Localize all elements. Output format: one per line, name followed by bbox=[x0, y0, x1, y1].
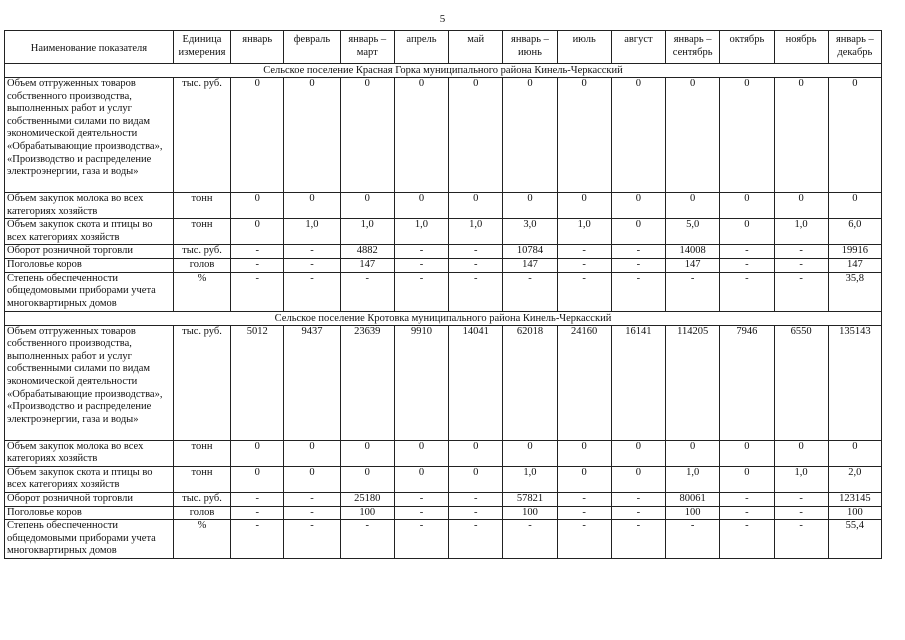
value-cell: - bbox=[666, 520, 720, 559]
header-period: январь – декабрь bbox=[828, 31, 881, 64]
value-cell: 0 bbox=[720, 193, 774, 219]
value-cell: - bbox=[557, 258, 611, 272]
value-cell: 23639 bbox=[340, 325, 394, 440]
table-row bbox=[5, 492, 882, 506]
value-cell: 0 bbox=[449, 440, 503, 466]
table-row bbox=[5, 466, 882, 492]
unit-cell: тыс. руб. bbox=[173, 245, 230, 259]
table-row bbox=[5, 520, 882, 559]
value-cell: 0 bbox=[284, 78, 340, 193]
value-cell: - bbox=[557, 245, 611, 259]
table-row bbox=[5, 272, 882, 311]
value-cell: - bbox=[231, 520, 284, 559]
indicator-name: Поголовье коров bbox=[5, 258, 174, 272]
value-cell: - bbox=[231, 245, 284, 259]
value-cell: 0 bbox=[231, 440, 284, 466]
section-row bbox=[5, 311, 882, 325]
value-cell: 0 bbox=[340, 78, 394, 193]
value-cell: 0 bbox=[611, 219, 665, 245]
value-cell: - bbox=[611, 258, 665, 272]
value-cell: 0 bbox=[503, 440, 557, 466]
value-cell: 1,0 bbox=[503, 466, 557, 492]
value-cell: 7946 bbox=[720, 325, 774, 440]
value-cell: 5012 bbox=[231, 325, 284, 440]
value-cell: 0 bbox=[828, 78, 881, 193]
unit-cell: тонн bbox=[173, 466, 230, 492]
value-cell: 9437 bbox=[284, 325, 340, 440]
value-cell: - bbox=[394, 272, 448, 311]
indicator-name: Оборот розничной торговли bbox=[5, 245, 174, 259]
value-cell: 62018 bbox=[503, 325, 557, 440]
page-number: 5 bbox=[439, 13, 446, 25]
value-cell: 0 bbox=[503, 193, 557, 219]
value-cell: 0 bbox=[828, 440, 881, 466]
value-cell: 1,0 bbox=[774, 466, 828, 492]
section-row bbox=[5, 64, 882, 78]
value-cell: - bbox=[666, 272, 720, 311]
value-cell: 0 bbox=[720, 466, 774, 492]
indicator-name: Объем отгруженных товаров собственного производства, выполненных работ и услуг собственными силами по видам экономической деятельности «Обрабатывающие производства», «Производство и распределение электроэнергии, газа и воды» bbox=[5, 325, 174, 440]
value-cell: 147 bbox=[340, 258, 394, 272]
value-cell: - bbox=[611, 492, 665, 506]
value-cell: - bbox=[557, 272, 611, 311]
value-cell: 147 bbox=[828, 258, 881, 272]
value-cell: 135143 bbox=[828, 325, 881, 440]
value-cell: 0 bbox=[340, 466, 394, 492]
value-cell: 25180 bbox=[340, 492, 394, 506]
value-cell: 0 bbox=[394, 193, 448, 219]
indicator-name: Поголовье коров bbox=[5, 506, 174, 520]
report-table bbox=[4, 30, 882, 559]
value-cell: 0 bbox=[503, 78, 557, 193]
value-cell: 0 bbox=[666, 440, 720, 466]
value-cell: 147 bbox=[503, 258, 557, 272]
value-cell: 0 bbox=[231, 78, 284, 193]
value-cell: 0 bbox=[284, 193, 340, 219]
value-cell: - bbox=[394, 520, 448, 559]
value-cell: - bbox=[449, 245, 503, 259]
section-title: Сельское поселение Кротовка муниципального района Кинель-Черкасский bbox=[5, 311, 882, 325]
value-cell: - bbox=[394, 245, 448, 259]
value-cell: 57821 bbox=[503, 492, 557, 506]
value-cell: 0 bbox=[774, 78, 828, 193]
value-cell: 80061 bbox=[666, 492, 720, 506]
indicator-name: Объем закупок скота и птицы во всех категориях хозяйств bbox=[5, 466, 174, 492]
value-cell: 0 bbox=[666, 78, 720, 193]
value-cell: - bbox=[231, 492, 284, 506]
value-cell: - bbox=[284, 506, 340, 520]
report-body bbox=[5, 64, 882, 559]
value-cell: - bbox=[231, 506, 284, 520]
unit-cell: тонн bbox=[173, 193, 230, 219]
value-cell: 0 bbox=[394, 78, 448, 193]
value-cell: - bbox=[394, 492, 448, 506]
value-cell: 1,0 bbox=[284, 219, 340, 245]
unit-cell: тонн bbox=[173, 219, 230, 245]
header-period: май bbox=[449, 31, 503, 64]
value-cell: 123145 bbox=[828, 492, 881, 506]
value-cell: - bbox=[557, 492, 611, 506]
value-cell: 0 bbox=[611, 466, 665, 492]
indicator-name: Объем закупок скота и птицы во всех категориях хозяйств bbox=[5, 219, 174, 245]
value-cell: - bbox=[611, 520, 665, 559]
value-cell: 10784 bbox=[503, 245, 557, 259]
header-period: январь bbox=[231, 31, 284, 64]
value-cell: 0 bbox=[394, 466, 448, 492]
value-cell: - bbox=[774, 272, 828, 311]
value-cell: 0 bbox=[340, 193, 394, 219]
value-cell: - bbox=[503, 520, 557, 559]
value-cell: - bbox=[720, 492, 774, 506]
value-cell: 55,4 bbox=[828, 520, 881, 559]
value-cell: - bbox=[284, 272, 340, 311]
unit-cell: тыс. руб. bbox=[173, 325, 230, 440]
value-cell: 1,0 bbox=[666, 466, 720, 492]
value-cell: 14041 bbox=[449, 325, 503, 440]
value-cell: - bbox=[611, 245, 665, 259]
value-cell: - bbox=[284, 258, 340, 272]
value-cell: - bbox=[340, 272, 394, 311]
header-period: август bbox=[611, 31, 665, 64]
unit-cell: тонн bbox=[173, 440, 230, 466]
value-cell: 0 bbox=[666, 193, 720, 219]
value-cell: - bbox=[231, 258, 284, 272]
value-cell: 16141 bbox=[611, 325, 665, 440]
value-cell: 0 bbox=[231, 219, 284, 245]
value-cell: 0 bbox=[557, 466, 611, 492]
value-cell: 24160 bbox=[557, 325, 611, 440]
header-period: октябрь bbox=[720, 31, 774, 64]
value-cell: 19916 bbox=[828, 245, 881, 259]
indicator-name: Степень обеспеченности общедомовыми приборами учета многоквартирных домов bbox=[5, 520, 174, 559]
header-unit: Единица измерения bbox=[173, 31, 230, 64]
indicator-name: Оборот розничной торговли bbox=[5, 492, 174, 506]
value-cell: 0 bbox=[611, 440, 665, 466]
value-cell: 0 bbox=[720, 219, 774, 245]
value-cell: 0 bbox=[774, 193, 828, 219]
value-cell: 6550 bbox=[774, 325, 828, 440]
value-cell: 100 bbox=[828, 506, 881, 520]
value-cell: - bbox=[720, 245, 774, 259]
value-cell: 35,8 bbox=[828, 272, 881, 311]
value-cell: 2,0 bbox=[828, 466, 881, 492]
value-cell: 6,0 bbox=[828, 219, 881, 245]
table-row bbox=[5, 245, 882, 259]
unit-cell: голов bbox=[173, 506, 230, 520]
value-cell: 1,0 bbox=[557, 219, 611, 245]
indicator-name: Объем отгруженных товаров собственного производства, выполненных работ и услуг собственными силами по видам экономической деятельности «Обрабатывающие производства», «Производство и распределение электроэнергии, газа и воды» bbox=[5, 78, 174, 193]
value-cell: - bbox=[774, 258, 828, 272]
value-cell: - bbox=[774, 245, 828, 259]
value-cell: - bbox=[720, 258, 774, 272]
header-period: февраль bbox=[284, 31, 340, 64]
header-row bbox=[5, 31, 882, 64]
unit-cell: тыс. руб. bbox=[173, 492, 230, 506]
value-cell: 1,0 bbox=[449, 219, 503, 245]
value-cell: 4882 bbox=[340, 245, 394, 259]
table-row bbox=[5, 325, 882, 440]
value-cell: - bbox=[284, 492, 340, 506]
value-cell: 0 bbox=[449, 466, 503, 492]
value-cell: 0 bbox=[449, 193, 503, 219]
table-row bbox=[5, 440, 882, 466]
header-period: январь – март bbox=[340, 31, 394, 64]
value-cell: 100 bbox=[666, 506, 720, 520]
value-cell: - bbox=[340, 520, 394, 559]
value-cell: 0 bbox=[720, 78, 774, 193]
value-cell: 0 bbox=[774, 440, 828, 466]
table-row bbox=[5, 219, 882, 245]
header-period: январь – сентябрь bbox=[666, 31, 720, 64]
value-cell: - bbox=[284, 245, 340, 259]
value-cell: 0 bbox=[720, 440, 774, 466]
table-row bbox=[5, 506, 882, 520]
value-cell: 0 bbox=[340, 440, 394, 466]
table-row bbox=[5, 78, 882, 193]
value-cell: 0 bbox=[557, 193, 611, 219]
value-cell: - bbox=[720, 506, 774, 520]
header-period: июль bbox=[557, 31, 611, 64]
value-cell: 5,0 bbox=[666, 219, 720, 245]
value-cell: 0 bbox=[828, 193, 881, 219]
header-period: апрель bbox=[394, 31, 448, 64]
value-cell: - bbox=[557, 506, 611, 520]
value-cell: - bbox=[720, 520, 774, 559]
value-cell: - bbox=[611, 506, 665, 520]
value-cell: 0 bbox=[231, 466, 284, 492]
indicator-name: Объем закупок молока во всех категориях хозяйств bbox=[5, 193, 174, 219]
value-cell: - bbox=[284, 520, 340, 559]
value-cell: 100 bbox=[503, 506, 557, 520]
value-cell: 9910 bbox=[394, 325, 448, 440]
value-cell: 100 bbox=[340, 506, 394, 520]
value-cell: 0 bbox=[611, 193, 665, 219]
value-cell: - bbox=[394, 258, 448, 272]
value-cell: - bbox=[774, 520, 828, 559]
value-cell: 1,0 bbox=[340, 219, 394, 245]
unit-cell: тыс. руб. bbox=[173, 78, 230, 193]
value-cell: 0 bbox=[557, 440, 611, 466]
value-cell: 0 bbox=[449, 78, 503, 193]
value-cell: 1,0 bbox=[774, 219, 828, 245]
value-cell: - bbox=[449, 520, 503, 559]
header-period: январь – июнь bbox=[503, 31, 557, 64]
value-cell: - bbox=[449, 272, 503, 311]
value-cell: 0 bbox=[611, 78, 665, 193]
value-cell: 3,0 bbox=[503, 219, 557, 245]
value-cell: - bbox=[774, 506, 828, 520]
value-cell: 147 bbox=[666, 258, 720, 272]
table-row bbox=[5, 258, 882, 272]
value-cell: 0 bbox=[394, 440, 448, 466]
value-cell: - bbox=[503, 272, 557, 311]
value-cell: 1,0 bbox=[394, 219, 448, 245]
table-row bbox=[5, 193, 882, 219]
value-cell: 114205 bbox=[666, 325, 720, 440]
value-cell: - bbox=[231, 272, 284, 311]
unit-cell: % bbox=[173, 520, 230, 559]
unit-cell: % bbox=[173, 272, 230, 311]
value-cell: - bbox=[611, 272, 665, 311]
value-cell: - bbox=[557, 520, 611, 559]
value-cell: 0 bbox=[284, 466, 340, 492]
value-cell: 0 bbox=[557, 78, 611, 193]
value-cell: - bbox=[449, 506, 503, 520]
value-cell: - bbox=[774, 492, 828, 506]
value-cell: - bbox=[449, 258, 503, 272]
value-cell: 14008 bbox=[666, 245, 720, 259]
value-cell: - bbox=[394, 506, 448, 520]
unit-cell: голов bbox=[173, 258, 230, 272]
section-title: Сельское поселение Красная Горка муниципального района Кинель-Черкасский bbox=[5, 64, 882, 78]
value-cell: 0 bbox=[231, 193, 284, 219]
header-period: ноябрь bbox=[774, 31, 828, 64]
value-cell: - bbox=[449, 492, 503, 506]
value-cell: - bbox=[720, 272, 774, 311]
header-name: Наименование показателя bbox=[5, 31, 174, 64]
value-cell: 0 bbox=[284, 440, 340, 466]
indicator-name: Степень обеспеченности общедомовыми приборами учета многоквартирных домов bbox=[5, 272, 174, 311]
indicator-name: Объем закупок молока во всех категориях хозяйств bbox=[5, 440, 174, 466]
